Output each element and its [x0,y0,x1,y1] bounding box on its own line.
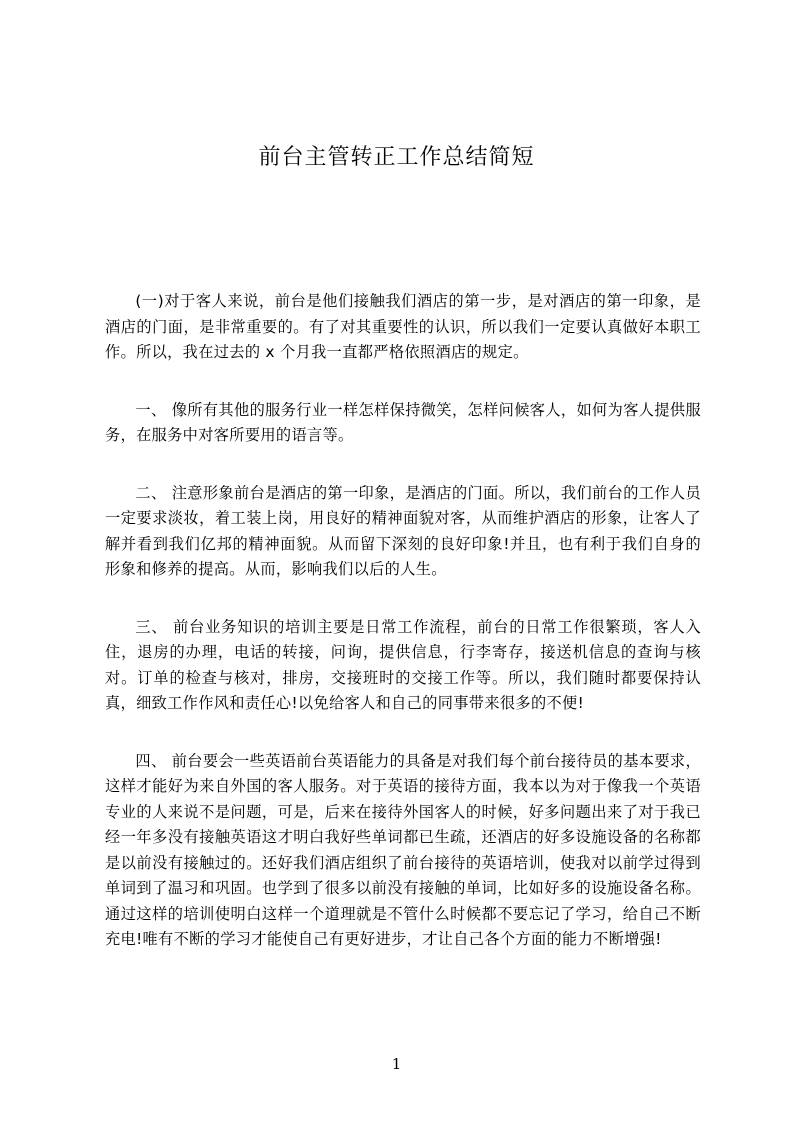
document-title: 前台主管转正工作总结简短 [258,145,535,170]
page-number: 1 [391,1055,402,1073]
paragraph-section-2: 二、 注意形象前台是酒店的第一印象，是酒店的门面。所以，我们前台的工作人员一定要求淡妆，着工装上岗，用良好的精神面貌对客，从而维护酒店的形象，让客人了解并看到我们亿邦的精神面貌。从而留下深刻的良好印象!并且，也有利于我们自身的形象和修养的提高。从而，影响我们以后的人生。 [105,483,701,578]
paragraph-intro: (一)对于客人来说，前台是他们接触我们酒店的第一步，是对酒店的第一印象，是酒店的门面，是非常重要的。有了对其重要性的认识，所以我们一定要认真做好本职工作。所以，我在过去的 x 个月我一直都严格依照酒店的规定。 [105,292,701,361]
document-body [105,289,701,985]
paragraph-section-1: 一、 像所有其他的服务行业一样怎样保持微笑，怎样问候客人，如何为客人提供服务，在服务中对客所要用的语言等。 [105,400,701,444]
paragraph-section-4: 四、 前台要会一些英语前台英语能力的具备是对我们每个前台接待员的基本要求，这样才能好为来自外国的客人服务。对于英语的接待方面，我本以为对于像我一个英语专业的人来说不是问题，可是，后来在接待外国客人的时候，好多问题出来了对于我已经一年多没有接触英语这才明白我好些单词都已生疏，还酒店的好多设施设备的名称都是以前没有接触过的。还好我们酒店组织了前台接待的英语培训，使我对以前学过得到单词到了温习和巩固。也学到了很多以前没有接触的单词，比如好多的设施设备名称。通过这样的培训使明白这样一个道理就是不管什么时候都不要忘记了学习，给自己不断充电!唯有不断的学习才能使自己有更好进步，才让自己各个方面的能力不断增强! [105,751,701,948]
paragraph-section-3: 三、 前台业务知识的培训主要是日常工作流程，前台的日常工作很繁琐，客人入住，退房的办理，电话的转接，问询，提供信息，行李寄存，接送机信息的查询与核对。订单的检查与核对，排房，交接班时的交接工作等。所以，我们随时都要保持认真，细致工作作风和责任心!以免给客人和自己的同事带来很多的不便! [105,617,701,712]
